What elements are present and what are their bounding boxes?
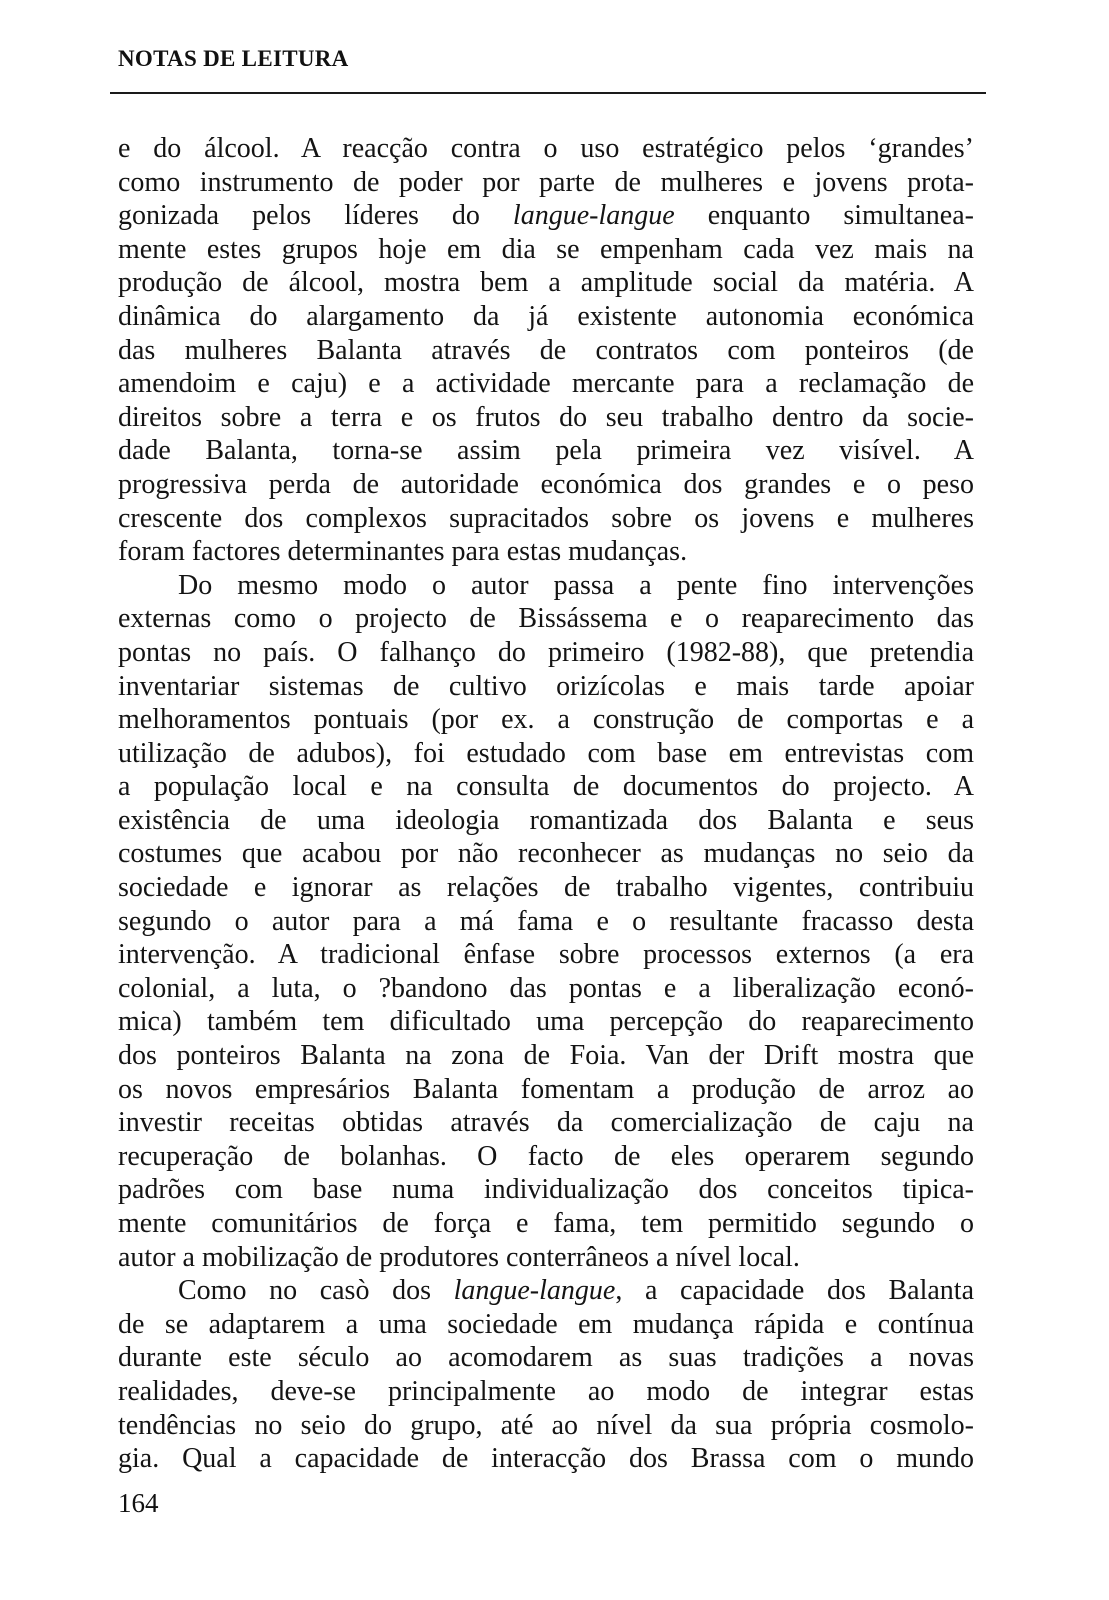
text-line: os novos empresários Balanta fomentam a produção de arroz ao	[118, 1073, 974, 1105]
text-line: tendências no seio do grupo, até ao nível da sua própria cosmolo-	[118, 1409, 974, 1441]
page-number: 164	[118, 1488, 159, 1518]
text-line: realidades, deve-se principalmente ao modo de integrar estas	[118, 1375, 974, 1407]
text-line: padrões com base numa individualização dos conceitos tipica-	[118, 1174, 974, 1206]
text-line	[118, 199, 974, 233]
text-line	[118, 1274, 974, 1308]
text-line: externas como o projecto de Bissássema e o reaparecimento das	[118, 603, 974, 635]
text-line: de se adaptarem a uma sociedade em mudança rápida e contínua	[118, 1308, 974, 1340]
text-line: dade Balanta, torna-se assim pela primeira vez visível. A	[118, 435, 974, 467]
text-line: foram factores determinantes para estas mudanças.	[118, 536, 688, 568]
text-line: dinâmica do alargamento da já existente autonomia económica	[118, 300, 974, 332]
text-line: autor a mobilização de produtores conterrâneos a nível local.	[118, 1241, 800, 1273]
text-line: gia. Qual a capacidade de interacção dos Brassa com o mundo	[118, 1443, 974, 1475]
text-line: segundo o autor para a má fama e o resultante fracasso desta	[118, 905, 974, 937]
text-line: recuperação de bolanhas. O facto de eles operarem segundo	[118, 1140, 974, 1172]
text-line: sociedade e ignorar as relações de trabalho vigentes, contribuiu	[118, 872, 974, 904]
text-line: a população local e na consulta de documentos do projecto. A	[118, 771, 974, 803]
text-line: progressiva perda de autoridade económica dos grandes e o peso	[118, 468, 974, 500]
italic-term: langue-langue	[512, 200, 675, 232]
text-line: direitos sobre a terra e os frutos do seu trabalho dentro da socie-	[118, 401, 974, 433]
text-line: inventariar sistemas de cultivo orizícolas e mais tarde apoiar	[118, 670, 974, 702]
text-line: dos ponteiros Balanta na zona de Foia. Van der Drift mostra que	[118, 1040, 974, 1072]
text-line: mica) também tem dificultado uma percepção do reaparecimento	[118, 1006, 974, 1038]
italic-term: langue-langue	[453, 1275, 616, 1307]
text-line: Do mesmo modo o autor passa a pente fino intervenções	[178, 569, 974, 601]
text-line: mente comunitários de força e fama, tem permitido segundo o	[118, 1208, 974, 1239]
text-line: amendoim e caju) e a actividade mercante para a reclamação de	[118, 368, 974, 400]
text-line: colonial, a luta, o ?bandono das pontas e a liberalização econó-	[118, 972, 974, 1004]
text-line: produção de álcool, mostra bem a amplitude social da matéria. A	[118, 267, 974, 299]
text-line: como instrumento de poder por parte de mulheres e jovens prota-	[118, 166, 974, 198]
text-line: melhoramentos pontuais (por ex. a construção de comportas e a	[118, 704, 974, 736]
text-line: durante este século ao acomodarem as suas tradições a novas	[118, 1342, 974, 1374]
text-segment: , a capacidade dos Balanta	[615, 1275, 975, 1307]
text-segment: enquanto simultanea-	[674, 200, 974, 232]
body-text	[118, 132, 974, 1476]
text-line: e do álcool. A reacção contra o uso estratégico pelos ‘grandes’	[118, 133, 974, 164]
text-line: intervenção. A tradicional ênfase sobre processos externos (a era	[118, 939, 974, 971]
text-line: das mulheres Balanta através de contratos com ponteiros (de	[118, 334, 974, 366]
text-line: utilização de adubos), foi estudado com base em entrevistas com	[118, 737, 974, 769]
text-line: investir receitas obtidas através da comercialização de caju na	[118, 1107, 974, 1139]
text-line: costumes que acabou por não reconhecer as mudanças no seio da	[118, 838, 974, 870]
text-line: existência de uma ideologia romantizada dos Balanta e seus	[118, 804, 974, 836]
text-line: pontas no país. O falhanço do primeiro (1982-88), que pretendia	[118, 636, 974, 668]
text-segment: Como no casò dos	[178, 1275, 454, 1307]
text-line: mente estes grupos hoje em dia se empenham cada vez mais na	[118, 233, 974, 265]
running-title: NOTAS DE LEITURA	[118, 46, 349, 71]
header-rule	[110, 92, 986, 94]
text-line: crescente dos complexos supracitados sobre os jovens e mulheres	[118, 502, 974, 534]
text-segment: gonizada pelos líderes do	[118, 200, 513, 232]
